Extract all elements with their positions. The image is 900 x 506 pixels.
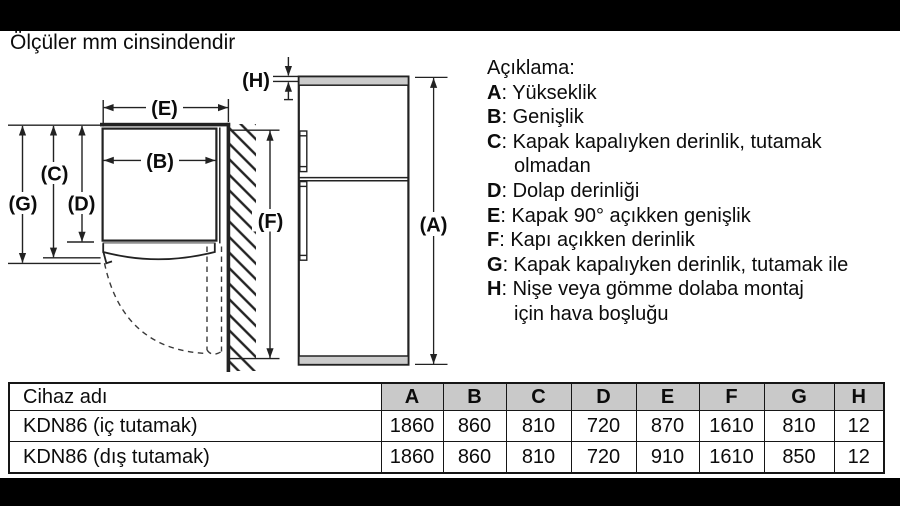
top-black-bar [0, 0, 900, 31]
device-name: KDN86 (iç tutamak) [9, 411, 381, 442]
table-header-row [9, 383, 884, 411]
col-header-E: E [636, 383, 699, 411]
legend-heading: Açıklama: [487, 57, 575, 79]
dim-label-D: (D) [67, 193, 96, 216]
col-header-G: G [764, 383, 834, 411]
legend [487, 56, 891, 327]
dim-F-arrow-bottom [266, 348, 273, 358]
dim-F-arrow-top [266, 131, 273, 141]
col-header-C: C [506, 383, 571, 411]
back-wall-line [100, 123, 230, 127]
value-A: 1860 [381, 411, 443, 442]
dim-label-B: (B) [146, 151, 174, 173]
dim-E-arrow-right [218, 104, 228, 111]
fridge-top-panel [299, 77, 409, 86]
value-G: 850 [764, 442, 834, 474]
value-H: 12 [834, 411, 884, 442]
fridge-base-panel [299, 356, 409, 365]
col-header-H: H [834, 383, 884, 411]
value-E: 910 [636, 442, 699, 474]
dim-H-arrow-down [285, 66, 292, 76]
value-C: 810 [506, 411, 571, 442]
legend-item-H-cont: için hava boşluğu [514, 302, 669, 325]
col-header-D: D [571, 383, 636, 411]
legend-item-C: C: Kapak kapalıyken derinlik, tutamak [487, 130, 822, 153]
value-F: 1610 [699, 442, 764, 474]
col-header-device-name: Cihaz adı [9, 383, 381, 411]
lower-door-handle [300, 182, 307, 261]
device-name: KDN86 (dış tutamak) [9, 442, 381, 474]
value-G: 810 [764, 411, 834, 442]
units-note: Ölçüler mm cinsindendir [10, 31, 236, 54]
col-header-A: A [381, 383, 443, 411]
value-H: 12 [834, 442, 884, 474]
value-D: 720 [571, 411, 636, 442]
col-header-B: B [443, 383, 506, 411]
dimension-diagram [0, 50, 470, 385]
value-B: 860 [443, 442, 506, 474]
upper-door-handle [300, 131, 307, 172]
dim-H [273, 57, 299, 100]
legend-item-G: G: Kapak kapalıyken derinlik, tutamak ile [487, 253, 849, 276]
dim-label-H: (H) [242, 70, 270, 92]
door-open-90-outline [207, 247, 222, 355]
dim-label-F: (F) [257, 211, 284, 233]
dim-label-C: (C) [40, 163, 69, 186]
fridge-front-body [299, 77, 409, 365]
dim-label-G: (G) [8, 193, 38, 216]
fridge-top-view-body [103, 129, 217, 241]
value-F: 1610 [699, 411, 764, 442]
door-closed-top-view [103, 243, 215, 259]
table-row [9, 411, 884, 442]
legend-item-H: H: Nişe veya gömme dolaba montaj [487, 278, 804, 301]
col-header-F: F [699, 383, 764, 411]
dim-label-A: (A) [419, 214, 448, 237]
table-row [9, 442, 884, 474]
value-E: 870 [636, 411, 699, 442]
dim-label-E: (E) [151, 98, 178, 120]
dim-A-arrow-bottom [430, 354, 437, 364]
value-C: 810 [506, 442, 571, 474]
dim-E-arrow-left [104, 104, 114, 111]
legend-item-E: E: Kapak 90° açıkken genişlik [487, 204, 751, 227]
dim-A-arrow-top [430, 78, 437, 88]
value-D: 720 [571, 442, 636, 474]
bottom-black-bar [0, 478, 900, 506]
dimensions-table [8, 382, 885, 474]
value-A: 1860 [381, 442, 443, 474]
door-swing-arc [105, 263, 208, 353]
legend-item-D: D: Dolap derinliği [487, 179, 640, 202]
legend-item-F: F: Kapı açıkken derinlik [487, 229, 695, 252]
fridge-front-view [299, 77, 409, 365]
legend-item-B: B: Genişlik [487, 106, 584, 129]
dim-H-arrow-up [285, 82, 292, 92]
side-wall-line [227, 123, 231, 372]
legend-item-A: A: Yükseklik [487, 81, 597, 104]
legend-item-C-cont: olmadan [514, 155, 591, 178]
wall-hatching [230, 124, 256, 371]
value-B: 860 [443, 411, 506, 442]
